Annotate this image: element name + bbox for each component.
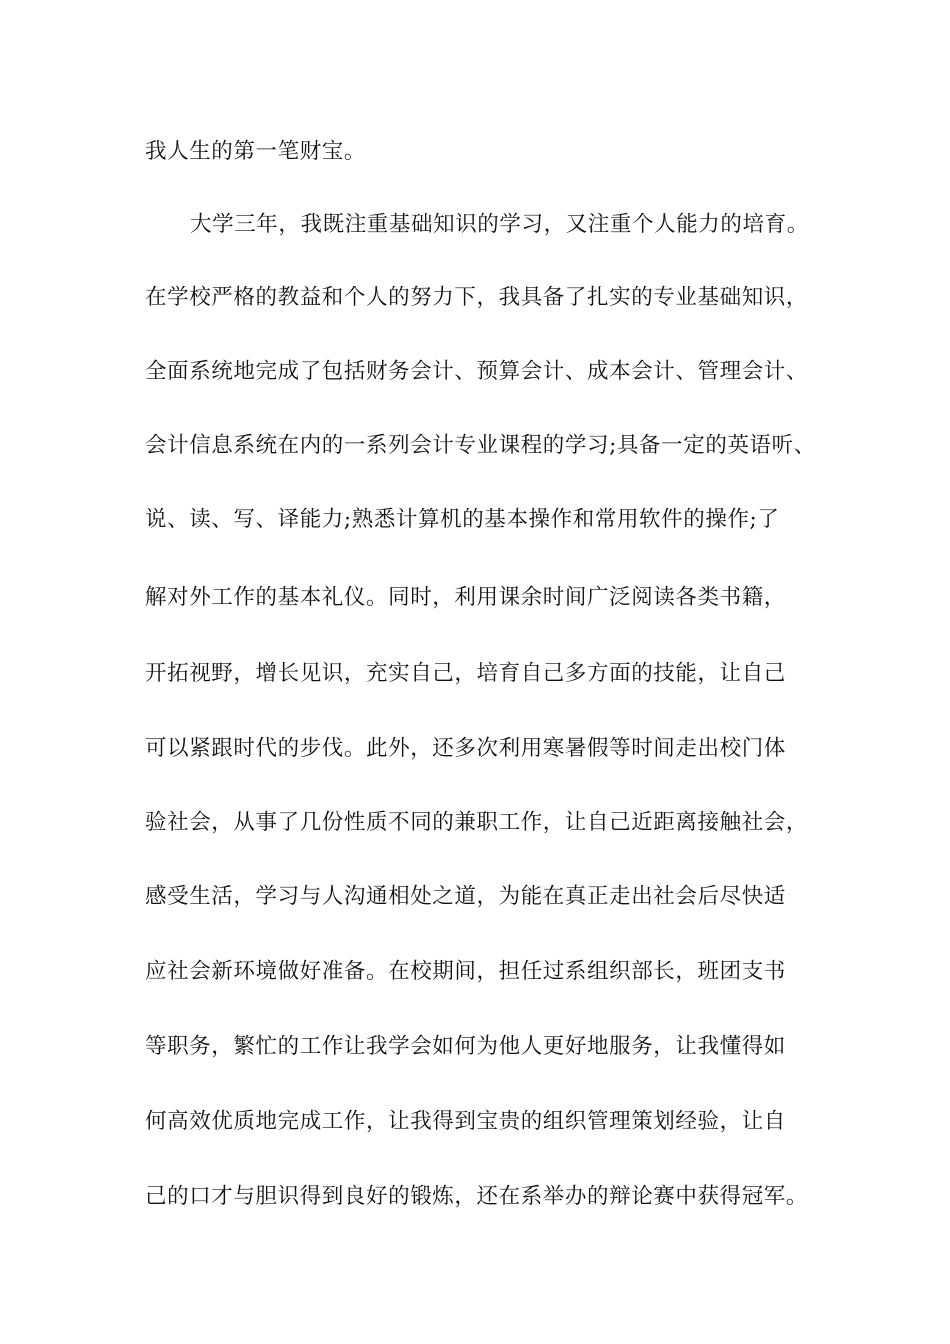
text-line: 在学校严格的教益和个人的努力下，我具备了扎实的专业基础知识， (145, 285, 809, 310)
text-line: 我人生的第一笔财宝。 (145, 139, 367, 164)
text-line: 应社会新环境做好准备。在校期间，担任过系组织部长，班团支书 (145, 959, 786, 984)
text-line: 开拓视野，增长见识，充实自己，培育自己多方面的技能，让自己 (145, 661, 786, 686)
text-line: 会计信息系统在内的一系列会计专业课程的学习;具备一定的英语听、 (145, 433, 816, 458)
text-line: 说、读、写、译能力;熟悉计算机的基本操作和常用软件的操作;了 (145, 507, 780, 532)
text-line: 何高效优质地完成工作，让我得到宝贵的组织管理策划经验，让自 (145, 1109, 786, 1134)
text-line: 感受生活，学习与人沟通相处之道，为能在真正走出社会后尽快适 (145, 884, 786, 909)
text-line: 己的口才与胆识得到良好的锻炼，还在系举办的辩论赛中获得冠军。 (145, 1184, 809, 1209)
text-line: 解对外工作的基本礼仪。同时，利用课余时间广泛阅读各类书籍， (145, 585, 786, 610)
text-line: 可以紧跟时代的步伐。此外，还多次利用寒暑假等时间走出校门体 (145, 736, 786, 761)
text-line: 验社会，从事了几份性质不同的兼职工作，让自己近距离接触社会， (145, 810, 809, 835)
text-line: 全面系统地完成了包括财务会计、预算会计、成本会计、管理会计、 (145, 359, 809, 384)
text-line: 等职务，繁忙的工作让我学会如何为他人更好地服务，让我懂得如 (145, 1034, 786, 1059)
paragraph-first-line: 大学三年，我既注重基础知识的学习，又注重个人能力的培育。 (190, 212, 809, 237)
